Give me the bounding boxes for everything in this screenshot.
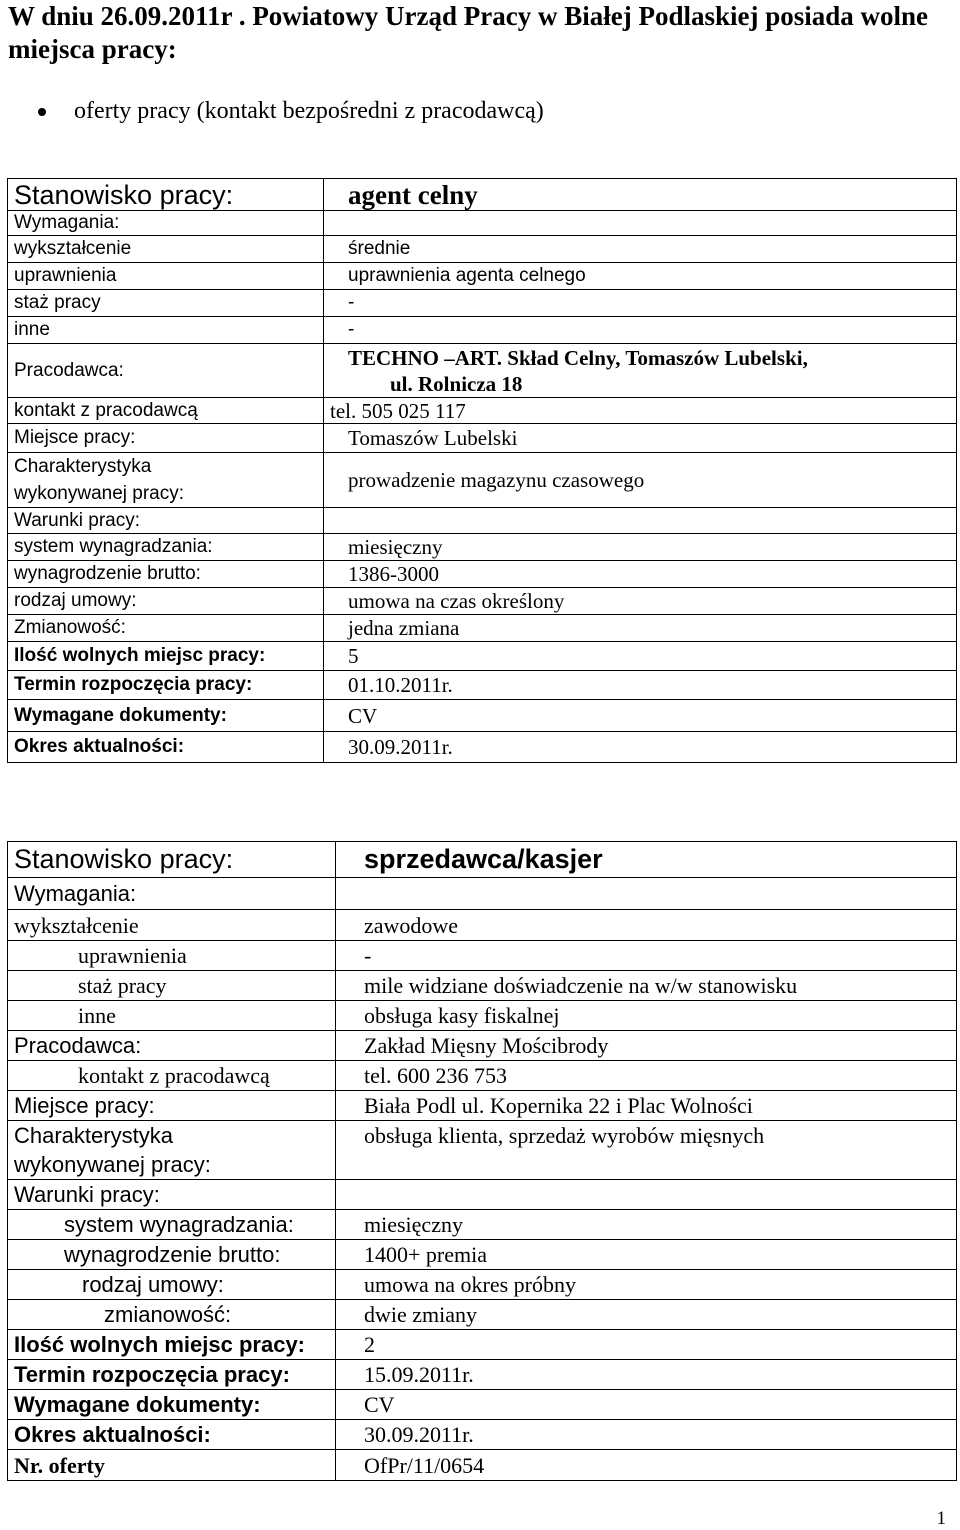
contact-value: tel. 600 236 753: [336, 1061, 957, 1091]
start-date-label: Termin rozpoczęcia pracy:: [8, 1360, 336, 1390]
documents-value: CV: [336, 1390, 957, 1420]
documents-label: Wymagane dokumenty:: [8, 700, 324, 732]
offer-number-label: Nr. oferty: [8, 1450, 336, 1481]
vacancies-value: 5: [324, 642, 957, 671]
experience-label: staż pracy: [8, 971, 336, 1001]
table-row: [8, 941, 957, 971]
experience-value: -: [324, 290, 957, 317]
table-row: [8, 588, 957, 615]
table-row: [8, 1210, 957, 1240]
other-label: inne: [8, 317, 324, 344]
gross-pay-label: wynagrodzenie brutto:: [8, 1240, 336, 1270]
qualifications-value: -: [336, 941, 957, 971]
contact-value: tel. 505 025 117: [324, 398, 957, 424]
contract-type-label: rodzaj umowy:: [8, 1270, 336, 1300]
gross-pay-value: 1400+ premia: [336, 1240, 957, 1270]
position-value: sprzedawca/kasjer: [336, 842, 957, 878]
validity-value: 30.09.2011r.: [336, 1420, 957, 1450]
table-row: [8, 534, 957, 561]
workplace-label: Miejsce pracy:: [8, 424, 324, 453]
start-date-value: 01.10.2011r.: [324, 671, 957, 700]
page-heading: W dniu 26.09.2011r . Powiatowy Urząd Pracy w Białej Podlaskiej posiada wolne miejsca pracy:: [8, 1, 929, 64]
table-row: [8, 1330, 957, 1360]
gross-pay-label: wynagrodzenie brutto:: [8, 561, 324, 588]
table-row: [8, 344, 957, 398]
table-row: [8, 317, 957, 344]
vacancies-label: Ilość wolnych miejsc pracy:: [8, 642, 324, 671]
contact-label: kontakt z pracodawcą: [8, 1061, 336, 1091]
table-row: [8, 615, 957, 642]
qualifications-value: uprawnienia agenta celnego: [324, 263, 957, 290]
table-row: [8, 1390, 957, 1420]
employer-line-1: TECHNO –ART. Skład Celny, Tomaszów Lubelski,: [348, 345, 808, 370]
table-row: [8, 910, 957, 941]
offer-table-1: [7, 178, 957, 763]
contract-type-value: umowa na okres próbny: [336, 1270, 957, 1300]
education-label: wykształcenie: [8, 910, 336, 941]
job-description-value: prowadzenie magazynu czasowego: [324, 453, 957, 508]
other-value: -: [324, 317, 957, 344]
table-row: [8, 424, 957, 453]
vacancies-value: 2: [336, 1330, 957, 1360]
education-value: zawodowe: [336, 910, 957, 941]
start-date-label: Termin rozpoczęcia pracy:: [8, 671, 324, 700]
qualifications-label: uprawnienia: [8, 941, 336, 971]
table-row: [8, 1061, 957, 1091]
position-value: agent celny: [324, 179, 957, 211]
table-row: [8, 1240, 957, 1270]
job-description-label-line-1: Charakterystyka: [14, 1123, 173, 1148]
bullet-dot-icon: [38, 108, 46, 116]
offer-number-value: OfPr/11/0654: [336, 1450, 957, 1481]
position-label: Stanowisko pracy:: [8, 179, 324, 211]
employer-value: [324, 344, 957, 398]
requirements-label: Wymagania:: [8, 878, 336, 910]
job-description-label: [8, 453, 324, 508]
pay-system-label: system wynagradzania:: [8, 1210, 336, 1240]
table-row: [8, 1121, 957, 1180]
table-row: [8, 1001, 957, 1031]
gross-pay-value: 1386-3000: [324, 561, 957, 588]
education-value: średnie: [324, 236, 957, 263]
page-number: 1: [936, 1508, 946, 1529]
job-description-label-line-2: wykonywanej pracy:: [14, 1152, 211, 1177]
table-row: [8, 1420, 957, 1450]
shifts-label: zmianowość:: [8, 1300, 336, 1330]
validity-value: 30.09.2011r.: [324, 732, 957, 763]
offer-table-2: [7, 841, 957, 1481]
position-label: Stanowisko pracy:: [8, 842, 336, 878]
documents-label: Wymagane dokumenty:: [8, 1390, 336, 1420]
conditions-label: Warunki pracy:: [8, 1180, 336, 1210]
validity-label: Okres aktualności:: [8, 732, 324, 763]
table-row: [8, 1031, 957, 1061]
table-row: [8, 1300, 957, 1330]
table-row: [8, 700, 957, 732]
validity-label: Okres aktualności:: [8, 1420, 336, 1450]
table-row: [8, 1360, 957, 1390]
bullet-text: oferty pracy (kontakt bezpośredni z pracodawcą): [74, 98, 544, 124]
table-row: [8, 453, 957, 508]
employer-line-2: ul. Rolnicza 18: [390, 371, 523, 396]
employer-label: Pracodawca:: [8, 344, 324, 398]
table-row: [8, 290, 957, 317]
table-row: [8, 508, 957, 534]
shifts-value: dwie zmiany: [336, 1300, 957, 1330]
contract-type-label: rodzaj umowy:: [8, 588, 324, 615]
start-date-value: 15.09.2011r.: [336, 1360, 957, 1390]
vacancies-label: Ilość wolnych miejsc pracy:: [8, 1330, 336, 1360]
table-row: [8, 1450, 957, 1481]
table-row: [8, 211, 957, 236]
table-row: [8, 971, 957, 1001]
other-label: inne: [8, 1001, 336, 1031]
table-row: [8, 236, 957, 263]
table-row: [8, 398, 957, 424]
shifts-value: jedna zmiana: [324, 615, 957, 642]
qualifications-label: uprawnienia: [8, 263, 324, 290]
table-row: [8, 1091, 957, 1121]
job-description-label: [8, 1121, 336, 1180]
pay-system-label: system wynagradzania:: [8, 534, 324, 561]
other-value: obsługa kasy fiskalnej: [336, 1001, 957, 1031]
table-row: [8, 561, 957, 588]
table-row: [8, 642, 957, 671]
table-row: [8, 1270, 957, 1300]
workplace-label: Miejsce pracy:: [8, 1091, 336, 1121]
table-row: [8, 263, 957, 290]
employer-value: Zakład Mięsny Mościbrody: [336, 1031, 957, 1061]
conditions-label: Warunki pracy:: [8, 508, 324, 534]
contact-label: kontakt z pracodawcą: [8, 398, 324, 424]
table-row: [8, 842, 957, 878]
pay-system-value: miesięczny: [324, 534, 957, 561]
table-row: [8, 179, 957, 211]
shifts-label: Zmianowość:: [8, 615, 324, 642]
workplace-value: Biała Podl ul. Kopernika 22 i Plac Wolności: [336, 1091, 957, 1121]
contract-type-value: umowa na czas określony: [324, 588, 957, 615]
job-description-value: obsługa klienta, sprzedaż wyrobów mięsnych: [336, 1121, 957, 1180]
experience-value: mile widziane doświadczenie na w/w stanowisku: [336, 971, 957, 1001]
documents-value: CV: [324, 700, 957, 732]
pay-system-value: miesięczny: [336, 1210, 957, 1240]
workplace-value: Tomaszów Lubelski: [324, 424, 957, 453]
requirements-label: Wymagania:: [8, 211, 324, 236]
job-description-label-line-2: wykonywanej pracy:: [14, 483, 185, 504]
experience-label: staż pracy: [8, 290, 324, 317]
table-row: [8, 878, 957, 910]
employer-label: Pracodawca:: [8, 1031, 336, 1061]
table-row: [8, 732, 957, 763]
table-row: [8, 1180, 957, 1210]
education-label: wykształcenie: [8, 236, 324, 263]
job-description-label-line-1: Charakterystyka: [14, 456, 152, 477]
table-row: [8, 671, 957, 700]
